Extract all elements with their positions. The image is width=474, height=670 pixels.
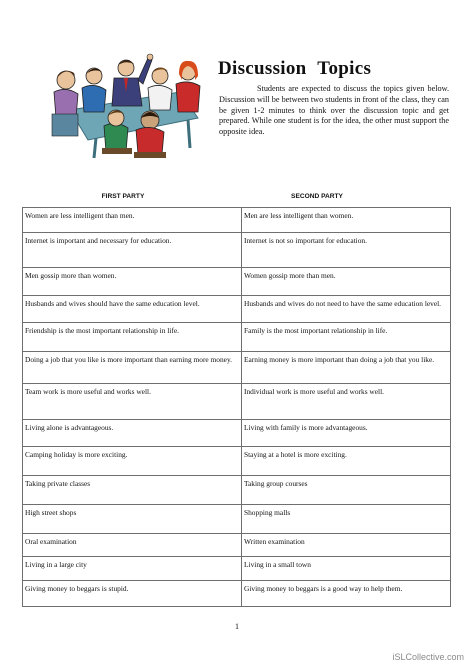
table-row <box>23 476 451 505</box>
first-party-cell: Women are less intelligent than men. <box>23 208 242 233</box>
second-party-heading: SECOND PARTY <box>291 193 343 200</box>
second-party-cell: Living in a small town <box>242 557 451 581</box>
second-party-cell: Taking group courses <box>242 476 451 505</box>
topics-table <box>22 207 451 607</box>
first-party-cell: Team work is more useful and works well. <box>23 384 242 420</box>
table-row <box>23 268 451 296</box>
first-party-cell: Living in a large city <box>23 557 242 581</box>
table-row <box>23 233 451 268</box>
intro-paragraph: Students are expected to discuss the topics given below. Discussion will be between two students in front of the class, they can be given 1-2 minutes to think over the discussion topic and get prepared. While one student is for the idea, the other must support the opposite idea. <box>219 84 449 137</box>
page-number: 1 <box>235 622 239 631</box>
second-party-cell: Family is the most important relationship in life. <box>242 323 451 352</box>
first-party-cell: Husbands and wives should have the same education level. <box>23 296 242 323</box>
first-party-cell: Internet is important and necessary for education. <box>23 233 242 268</box>
first-party-cell: Oral examination <box>23 534 242 557</box>
table-row <box>23 384 451 420</box>
students-discussion-illustration <box>48 48 208 160</box>
table-row <box>23 581 451 607</box>
second-party-cell: Individual work is more useful and works well. <box>242 384 451 420</box>
second-party-cell: Men are less intelligent than women. <box>242 208 451 233</box>
second-party-cell: Written examination <box>242 534 451 557</box>
second-party-cell: Giving money to beggars is a good way to help them. <box>242 581 451 607</box>
first-party-cell: High street shops <box>23 505 242 534</box>
second-party-cell: Husbands and wives do not need to have the same education level. <box>242 296 451 323</box>
first-party-heading: FIRST PARTY <box>101 193 145 200</box>
second-party-cell: Internet is not so important for education. <box>242 233 451 268</box>
table-row <box>23 557 451 581</box>
watermark: iSLCollective.com <box>392 652 464 662</box>
first-party-cell: Doing a job that you like is more important than earning more money. <box>23 352 242 384</box>
second-party-cell: Living with family is more advantageous. <box>242 420 451 447</box>
first-party-cell: Friendship is the most important relationship in life. <box>23 323 242 352</box>
table-row <box>23 208 451 233</box>
table-row <box>23 447 451 476</box>
second-party-cell: Staying at a hotel is more exciting. <box>242 447 451 476</box>
table-row <box>23 323 451 352</box>
table-row <box>23 352 451 384</box>
second-party-cell: Earning money is more important than doing a job that you like. <box>242 352 451 384</box>
table-row <box>23 296 451 323</box>
table-row <box>23 420 451 447</box>
second-party-cell: Women gossip more than men. <box>242 268 451 296</box>
first-party-cell: Men gossip more than women. <box>23 268 242 296</box>
first-party-cell: Living alone is advantageous. <box>23 420 242 447</box>
first-party-cell: Taking private classes <box>23 476 242 505</box>
second-party-cell: Shopping malls <box>242 505 451 534</box>
document-title: Discussion Topics <box>218 58 372 79</box>
first-party-cell: Camping holiday is more exciting. <box>23 447 242 476</box>
table-row <box>23 534 451 557</box>
first-party-cell: Giving money to beggars is stupid. <box>23 581 242 607</box>
table-row <box>23 505 451 534</box>
